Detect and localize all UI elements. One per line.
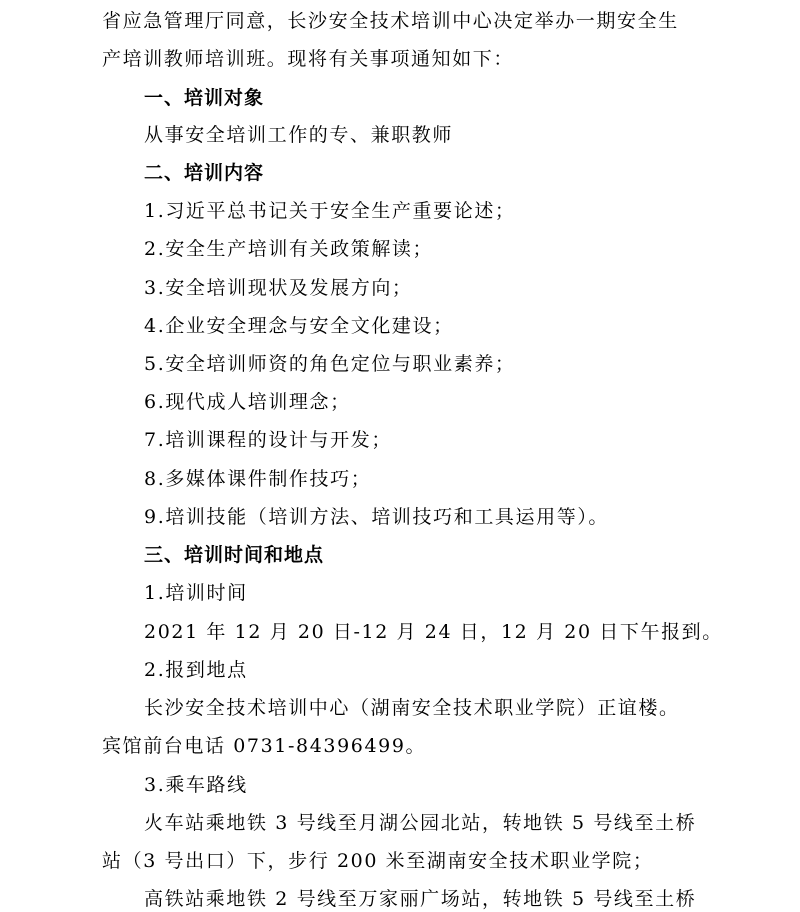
body-line: 从事安全培训工作的专、兼职教师	[144, 124, 454, 146]
list-item: 6.现代成人培训理念；	[144, 391, 351, 413]
paragraph-line: 产培训教师培训班。现将有关事项通知如下：	[102, 48, 515, 70]
body-line: 火车站乘地铁 3 号线至月湖公园北站，转地铁 5 号线至土桥	[144, 812, 697, 834]
body-line: 宾馆前台电话 0731-84396499。	[102, 735, 427, 757]
subheading: 1.培训时间	[144, 582, 248, 604]
list-item: 8.多媒体课件制作技巧；	[144, 468, 372, 490]
list-item: 4.企业安全理念与安全文化建设；	[144, 315, 454, 337]
section-heading: 三、培训时间和地点	[144, 544, 325, 566]
list-item: 9.培训技能（培训方法、培训技巧和工具运用等）。	[144, 506, 610, 528]
list-item: 3.安全培训现状及发展方向；	[144, 277, 413, 299]
paragraph-line: 省应急管理厅同意，长沙安全技术培训中心决定举办一期安全生	[102, 10, 679, 32]
section-heading: 一、培训对象	[144, 87, 265, 109]
body-line: 长沙安全技术培训中心（湖南安全技术职业学院）正谊楼。	[144, 697, 680, 719]
subheading: 3.乘车路线	[144, 774, 248, 796]
body-line: 高铁站乘地铁 2 号线至万家丽广场站，转地铁 5 号线至土桥	[144, 888, 697, 910]
subheading: 2.报到地点	[144, 659, 248, 681]
list-item: 7.培训课程的设计与开发；	[144, 429, 392, 451]
body-line: 2021 年 12 月 20 日-12 月 24 日，12 月 20 日下午报到。	[144, 621, 723, 643]
list-item: 2.安全生产培训有关政策解读；	[144, 238, 434, 260]
body-line: 站（3 号出口）下，步行 200 米至湖南安全技术职业学院；	[102, 850, 654, 872]
list-item: 5.安全培训师资的角色定位与职业素养；	[144, 353, 516, 375]
section-heading: 二、培训内容	[144, 162, 265, 184]
list-item: 1.习近平总书记关于安全生产重要论述；	[144, 200, 516, 222]
